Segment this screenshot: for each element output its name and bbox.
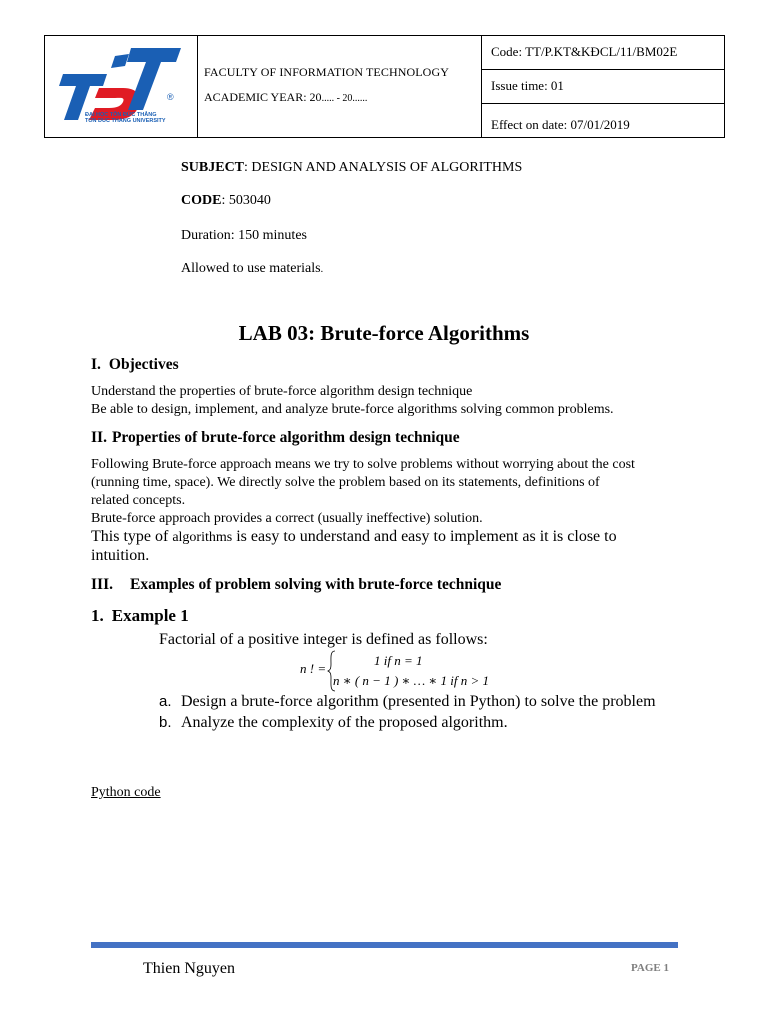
properties-para1-line2: (running time, space). We directly solve the problem based on its statements, definitions of — [91, 475, 600, 490]
properties-heading: II. Properties of brute-force algorithm design technique — [91, 429, 460, 446]
logo-cell — [45, 36, 198, 137]
svg-text:®: ® — [167, 92, 174, 102]
properties-para3-line2: intuition. — [91, 547, 150, 564]
objectives-line-1: Understand the properties of brute-force algorithm design technique — [91, 384, 473, 399]
properties-para3-line1: This type of algorithms is easy to understand and easy to implement as it is close to — [91, 528, 617, 545]
faculty-name: FACULTY OF INFORMATION TECHNOLOGY — [204, 65, 449, 79]
formula-case-1: 1 if n = 1 — [374, 653, 423, 668]
university-logo — [45, 36, 197, 137]
lab-title: LAB 03: Brute-force Algorithms — [238, 321, 530, 345]
example1-item-b: b. Analyze the complexity of the proposed algorithm. — [159, 714, 508, 731]
code-line: CODE: 503040 — [181, 193, 271, 208]
svg-text:ĐẠI HỌC TÔN ĐỨC THẮNG: ĐẠI HỌC TÔN ĐỨC THẮNG — [85, 112, 157, 118]
effect-date: Effect on date: 07/01/2019 — [491, 117, 630, 132]
example1-heading: 1. Example 1 — [91, 606, 189, 625]
duration-line: Duration: 150 minutes — [181, 228, 307, 243]
materials-line: Allowed to use materials. — [181, 261, 324, 276]
properties-para2: Brute-force approach provides a correct (usually ineffective) solution. — [91, 511, 483, 526]
formula-lhs: n ! = — [300, 661, 327, 676]
objectives-heading: I. Objectives — [91, 356, 179, 373]
page-number: PAGE 1 — [631, 962, 669, 974]
properties-para1-line1: Following Brute-force approach means we try to solve problems without worrying about the cost — [91, 457, 635, 472]
examples-heading: III. Examples of problem solving with brute-force technique — [91, 576, 502, 593]
formula-case-2: n ∗ ( n − 1 ) ∗ … ∗ 1 if n > 1 — [333, 673, 489, 688]
footer-author: Thien Nguyen — [143, 960, 235, 977]
faculty-cell — [197, 36, 482, 137]
objectives-line-2: Be able to design, implement, and analyze brute-force algorithms solving common problems. — [91, 402, 614, 417]
properties-para1-line3: related concepts. — [91, 493, 186, 508]
subject-line: SUBJECT: DESIGN AND ANALYSIS OF ALGORITHMS — [181, 160, 523, 175]
issue-time: Issue time: 01 — [481, 70, 724, 104]
svg-text:TON DUC THANG UNIVERSITY: TON DUC THANG UNIVERSITY — [85, 118, 166, 124]
document-header-table — [44, 35, 725, 138]
document-code: Code: TT/P.KT&KĐCL/11/BM02E — [481, 36, 724, 70]
python-code-label: Python code — [91, 785, 161, 800]
academic-year: ACADEMIC YEAR: 20..... - 20...... — [204, 90, 368, 104]
document-info-cell — [481, 36, 724, 137]
footer-divider — [91, 942, 678, 948]
example1-item-a: a. Design a brute-force algorithm (presented in Python) to solve the problem — [159, 693, 656, 710]
example1-intro: Factorial of a positive integer is defined as follows: — [159, 631, 488, 648]
